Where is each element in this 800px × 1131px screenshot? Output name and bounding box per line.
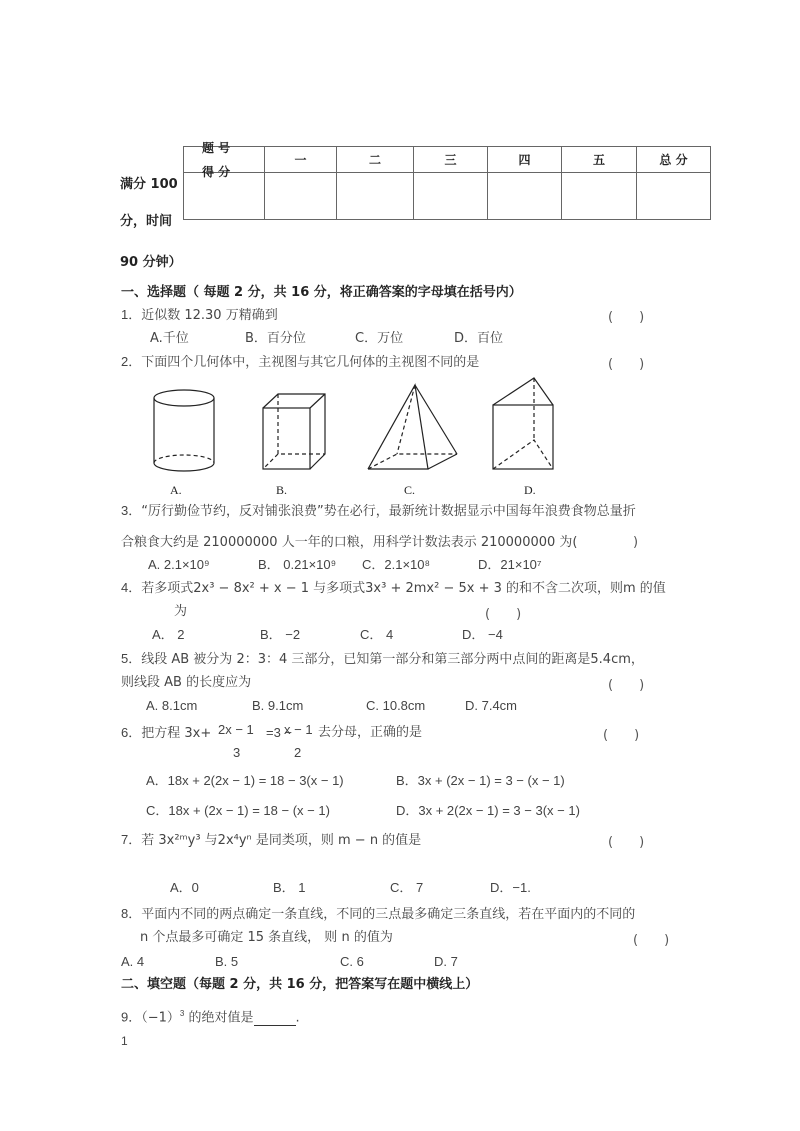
q6-option-d: D．3x + 2(2x − 1) = 3 − 3(x − 1) — [396, 803, 580, 818]
q9-number: 9． — [121, 1009, 142, 1025]
q1-answer-paren[interactable]: ( ) — [608, 310, 645, 325]
q4-option-c: C． 4 — [360, 627, 394, 642]
figure-label-c: C. — [404, 483, 416, 497]
q2-stem: 下面四个几何体中，主视图与其它几何体的主视图不同的是 — [141, 355, 480, 370]
time-label: 分，时间 — [120, 214, 173, 229]
col-header-2: 二 — [337, 147, 414, 173]
q6-stem-pre: 把方程 3x+ — [141, 726, 212, 741]
q4-number: 4． — [121, 580, 142, 595]
q3-answer-paren[interactable]: ) — [633, 535, 639, 550]
q2-answer-paren[interactable]: ( ) — [608, 357, 645, 372]
q5-answer-paren[interactable]: ( ) — [608, 678, 645, 693]
q1-number: 1． — [121, 307, 142, 322]
q3-option-d: D．21×10⁷ — [478, 557, 542, 572]
q1-stem: 近似数 12.30 万精确到 — [141, 308, 278, 323]
q1-option-c: C．万位 — [355, 331, 404, 346]
score-table — [183, 141, 711, 220]
q4-stem: 若多项式2x³ − 8x² + x − 1 与多项式3x³ + 2mx² − 5x + 3 的和不含二次项，则m 的值 — [141, 581, 666, 596]
q8-option-a: A. 4 — [121, 954, 145, 969]
q5-stem-cont: 则线段 AB 的长度应为 — [121, 675, 252, 690]
q2 — [121, 354, 479, 371]
q1-option-b: B．百分位 — [245, 331, 306, 346]
section1-title: 一、选择题（ 每题 2 分，共 16 分，将正确答案的字母填在括号内） — [121, 285, 522, 300]
q5-option-c: C. 10.8cm — [366, 698, 426, 713]
col-header-total: 总 分 — [637, 147, 711, 173]
q9-stem-pre: （−1） — [141, 1010, 180, 1026]
q3-option-a: A. 2.1×10⁹ — [148, 557, 210, 572]
q6-number: 6． — [121, 725, 142, 740]
q1-option-a: A.千位 — [150, 331, 189, 346]
q7 — [121, 832, 421, 849]
q7-option-d: D．−1. — [490, 880, 531, 895]
figure-label-d: D. — [524, 483, 536, 497]
q8-answer-paren[interactable]: ( ) — [633, 933, 670, 948]
col-header-1: 一 — [265, 147, 337, 173]
q6-frac2-num: x − 1 — [284, 722, 313, 737]
q9 — [121, 1006, 300, 1026]
q6 — [121, 725, 211, 742]
cylinder-figure — [154, 390, 214, 471]
q6-frac1-num: 2x − 1 — [218, 722, 254, 737]
full-score-label: 满分 100 — [120, 177, 178, 192]
corner-top-label: 题 号 — [202, 141, 231, 155]
q4-answer-paren[interactable]: ( ) — [485, 607, 522, 622]
pyramid-figure — [368, 385, 457, 469]
q5-option-b: B. 9.1cm — [252, 698, 304, 713]
q5-number: 5． — [121, 651, 142, 666]
q4 — [121, 580, 666, 597]
q4-option-b: B． −2 — [260, 627, 301, 642]
figure-label-b: B. — [276, 483, 288, 497]
q3-stem-line2: 合粮食大约是 210000000 人一年的口粮，用科学计数法表示 210000000 为( — [121, 535, 578, 550]
q5-option-d: D. 7.4cm — [465, 698, 518, 713]
q1 — [121, 307, 278, 324]
q6-stem-post: 去分母，正确的是 — [318, 725, 423, 740]
score-table-score-row — [184, 173, 711, 220]
q8-stem-cont: n 个点最多可确定 15 条直线， 则 n 的值为 — [140, 930, 393, 945]
q5-stem: 线段 AB 被分为 2：3：4 三部分，已知第一部分和第三部分两中点间的距离是5.4cm， — [141, 652, 644, 667]
q9-tail: . — [295, 1010, 300, 1026]
corner-bottom-label: 得 分 — [202, 165, 231, 179]
q4-option-a: A． 2 — [152, 627, 185, 642]
q9-exponent: 3 — [179, 1009, 185, 1018]
score-cell-1[interactable] — [265, 173, 337, 220]
q7-number: 7． — [121, 832, 142, 847]
col-header-5: 五 — [562, 147, 637, 173]
q4-stem-cont: 为 — [174, 604, 188, 619]
q7-stem: 若 3x²ᵐy³ 与2x⁴yⁿ 是同类项，则 m − n 的值是 — [141, 833, 422, 848]
score-cell-total[interactable] — [637, 173, 711, 220]
prism-figure — [493, 378, 553, 469]
q8-option-d: D. 7 — [434, 954, 458, 969]
page-number: 1 — [121, 1034, 128, 1048]
q1-option-d: D．百位 — [454, 331, 504, 346]
figure-label-a: A. — [170, 483, 182, 497]
cube-figure — [263, 394, 325, 469]
q3-option-c: C．2.1×10⁸ — [362, 557, 430, 572]
score-cell-2[interactable] — [337, 173, 414, 220]
score-cell-4[interactable] — [488, 173, 562, 220]
time-label-cont: 90 分钟） — [120, 255, 182, 270]
col-header-4: 四 — [488, 147, 562, 173]
q7-answer-paren[interactable]: ( ) — [608, 835, 645, 850]
q9-answer-blank[interactable] — [254, 1013, 296, 1026]
q3 — [121, 503, 636, 520]
q8 — [121, 906, 635, 923]
q8-number: 8． — [121, 906, 142, 921]
q7-option-c: C． 7 — [390, 880, 424, 895]
q6-option-a: A．18x + 2(2x − 1) = 18 − 3(x − 1) — [146, 773, 344, 788]
col-header-3: 三 — [414, 147, 488, 173]
q5-option-a: A. 8.1cm — [146, 698, 198, 713]
section2-title: 二、填空题（每题 2 分，共 16 分，把答案写在题中横线上） — [121, 977, 479, 992]
q6-frac2-den: 2 — [294, 745, 302, 760]
q3-stem-line1: “厉行勤俭节约，反对铺张浪费”势在必行，最新统计数据显示中国每年浪费食物总量折 — [141, 504, 636, 519]
q3-option-b: B． 0.21×10⁹ — [258, 557, 337, 572]
q2-figures — [130, 375, 580, 485]
q6-option-c: C．18x + (2x − 1) = 18 − (x − 1) — [146, 803, 330, 818]
q6-option-b: B．3x + (2x − 1) = 3 − (x − 1) — [396, 773, 565, 788]
q4-option-d: D． −4 — [462, 627, 503, 642]
q5 — [121, 651, 644, 668]
q6-frac1-den: 3 — [233, 745, 241, 760]
q3-number: 3． — [121, 503, 142, 518]
q2-number: 2． — [121, 354, 142, 369]
score-table-header-row — [184, 147, 711, 173]
q8-option-c: C. 6 — [340, 954, 364, 969]
q8-stem: 平面内不同的两点确定一条直线，不同的三点最多确定三条直线，若在平面内的不同的 — [141, 907, 636, 922]
q6-stem-mid: =3 − — [266, 725, 293, 740]
score-cell-5[interactable] — [562, 173, 637, 220]
q7-option-a: A．0 — [170, 880, 199, 895]
q7-option-b: B． 1 — [273, 880, 306, 895]
q6-answer-paren[interactable]: ( ) — [603, 728, 640, 743]
q8-option-b: B. 5 — [215, 954, 239, 969]
score-table-corner — [184, 141, 265, 179]
q9-stem-post: 的绝对值是 — [188, 1010, 254, 1026]
score-cell-3[interactable] — [414, 173, 488, 220]
